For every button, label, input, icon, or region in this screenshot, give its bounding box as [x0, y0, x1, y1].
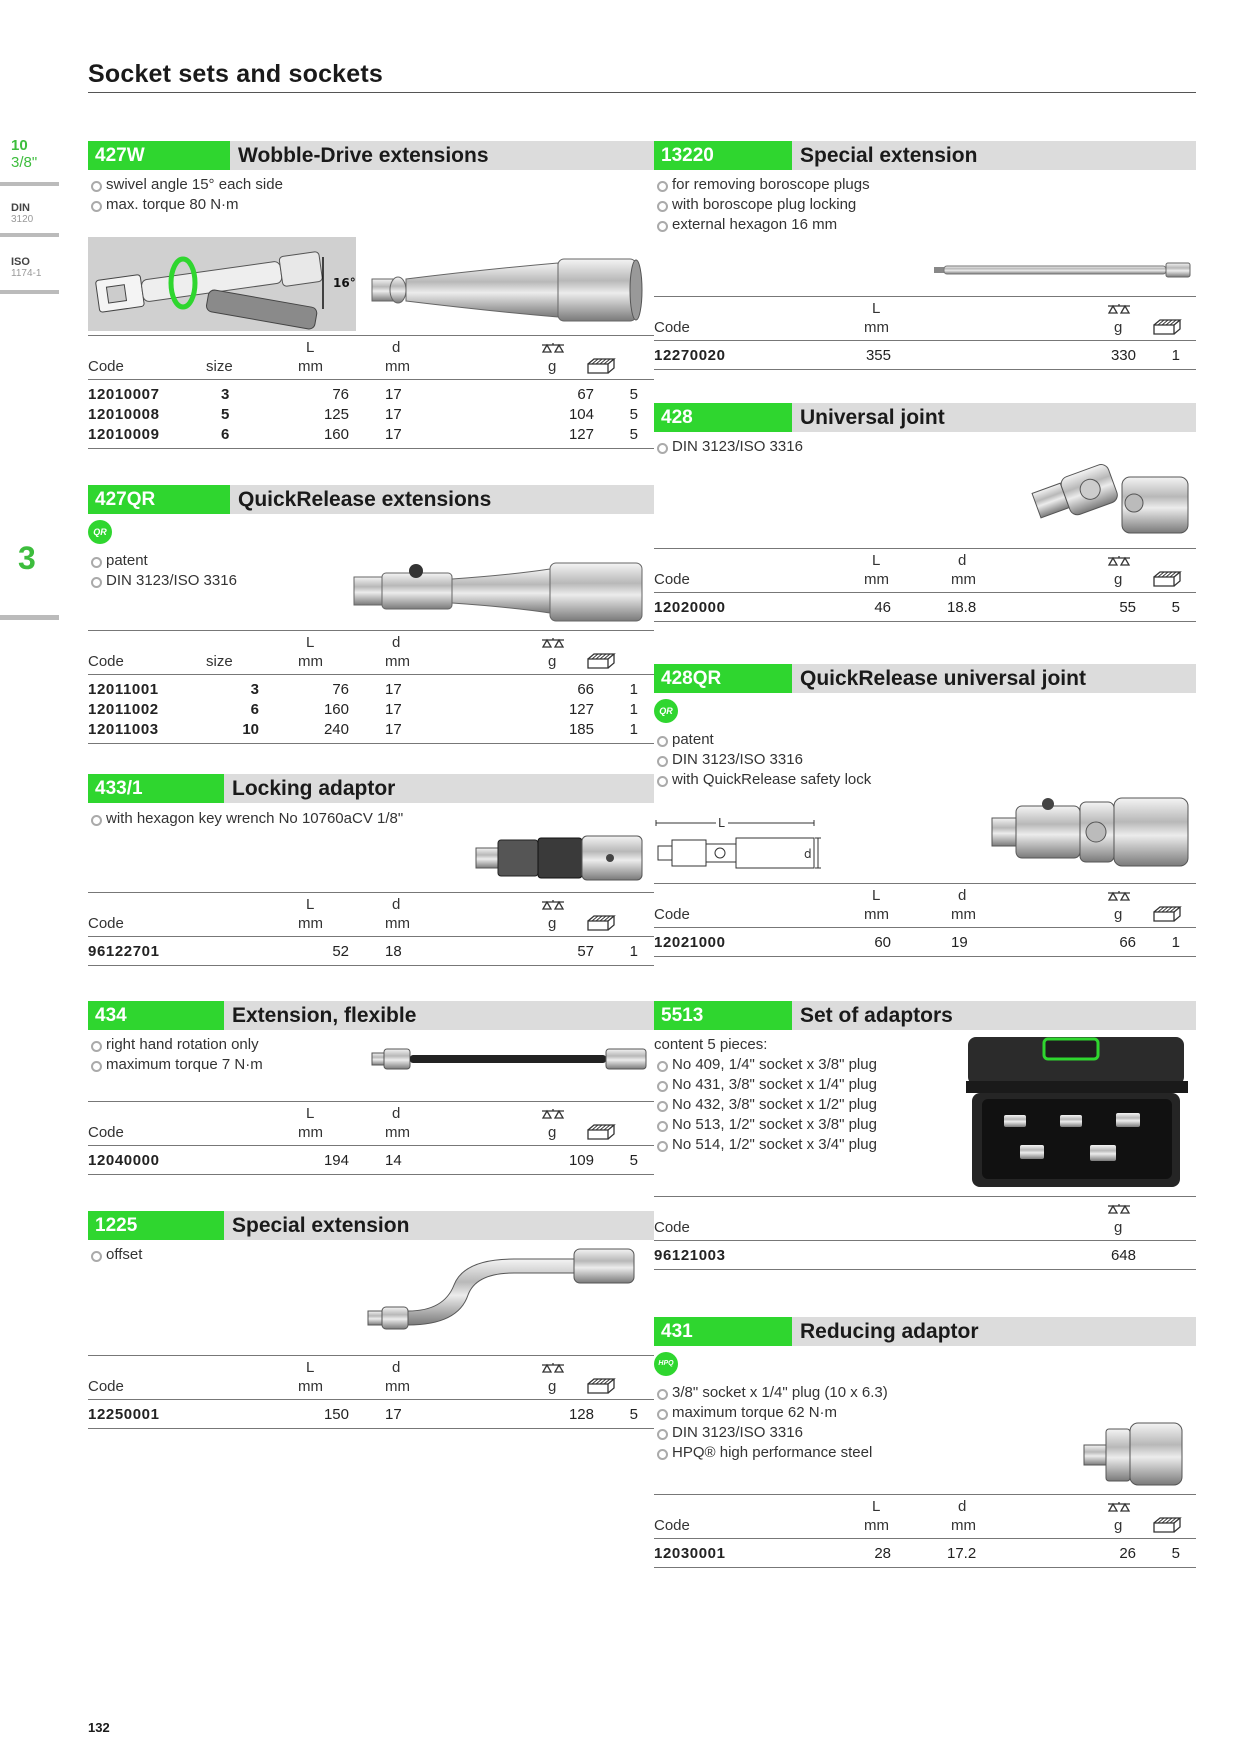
- diagram-L-label: L: [718, 816, 725, 830]
- feature-item: patent: [88, 551, 654, 571]
- table-header: [88, 892, 654, 936]
- cell-pack: 5: [629, 406, 638, 423]
- section-431: [654, 1317, 1196, 1597]
- cell-d: 17: [385, 681, 402, 698]
- col-g-unit: g: [548, 1378, 557, 1395]
- table-bottom-rule: [654, 1269, 1196, 1270]
- cell-pack: 1: [1171, 934, 1180, 951]
- col-code: Code: [654, 1219, 690, 1236]
- side-divider: [0, 290, 59, 294]
- section-433-1: [88, 774, 654, 974]
- table-row: [654, 346, 1196, 366]
- cell-g: 109: [568, 1152, 594, 1169]
- cell-pack: 5: [629, 426, 638, 443]
- feature-item: maximum torque 62 N·m: [654, 1403, 1196, 1423]
- col-code: Code: [88, 915, 124, 932]
- cell-g: 127: [568, 426, 594, 443]
- qr-badge: QR: [654, 699, 678, 723]
- col-L: L: [872, 552, 881, 569]
- feature-item: external hexagon 16 mm: [654, 215, 1196, 235]
- side-size-sub: 3/8": [11, 154, 38, 171]
- table-row: [654, 598, 1196, 618]
- feature-item: maximum torque 7 N·m: [88, 1055, 654, 1075]
- product-table: [654, 1196, 1196, 1270]
- feature-item: with QuickRelease safety lock: [654, 770, 1196, 790]
- feature-item: swivel angle 15° each side: [88, 175, 654, 195]
- col-code: Code: [654, 906, 690, 923]
- product-table: [654, 296, 1196, 370]
- col-L-unit: mm: [864, 906, 889, 923]
- chapter-number: 3: [18, 540, 36, 576]
- table-row: [88, 680, 654, 700]
- feature-list: [88, 175, 654, 215]
- section-title: Locking adaptor: [232, 777, 396, 800]
- cell-size: 6: [221, 426, 230, 443]
- hpq-badge: HPQ: [654, 1352, 678, 1376]
- product-table: [654, 883, 1196, 957]
- feature-item: DIN 3123/ISO 3316: [654, 437, 1196, 457]
- feature-item: max. torque 80 N·m: [88, 195, 654, 215]
- cell-pack: 5: [629, 1152, 638, 1169]
- cell-L: 160: [323, 426, 349, 443]
- col-size: size: [206, 358, 233, 375]
- package-icon: [586, 915, 616, 931]
- cell-code: 12250001: [88, 1406, 160, 1423]
- cell-L: 160: [323, 701, 349, 718]
- table-header: [88, 1101, 654, 1145]
- quickrelease-extension-image: [350, 551, 652, 625]
- product-table: [654, 1494, 1196, 1568]
- cell-L: 194: [323, 1152, 349, 1169]
- feature-item: No 514, 1/2" socket x 3/4" plug: [654, 1135, 1196, 1155]
- cell-d: 18: [385, 943, 402, 960]
- section-header: [88, 141, 654, 170]
- col-L: L: [306, 634, 315, 651]
- cell-d: 17: [385, 1406, 402, 1423]
- scale-icon: [540, 899, 566, 913]
- col-L: L: [872, 887, 881, 904]
- col-L-unit: mm: [298, 358, 323, 375]
- cell-size: 3: [250, 681, 259, 698]
- col-code: Code: [88, 653, 124, 670]
- col-L-unit: mm: [298, 653, 323, 670]
- section-code: 431: [654, 1317, 792, 1346]
- col-g-unit: g: [1114, 1219, 1123, 1236]
- col-L: L: [872, 300, 881, 317]
- qr-badge: QR: [88, 520, 112, 544]
- cell-g: 104: [568, 406, 594, 423]
- col-L-unit: mm: [864, 319, 889, 336]
- title-rule: [88, 92, 1196, 93]
- scale-icon: [1106, 1501, 1132, 1515]
- adaptor-set-case-image: [964, 1035, 1194, 1191]
- cell-pack: 5: [629, 1406, 638, 1423]
- cell-code: 96122701: [88, 943, 160, 960]
- feature-item: with boroscope plug locking: [654, 195, 1196, 215]
- feature-item: DIN 3123/ISO 3316: [88, 571, 654, 591]
- section-code: 433/1: [88, 774, 224, 803]
- table-bottom-rule: [654, 956, 1196, 957]
- section-code: 427W: [88, 141, 230, 170]
- cell-size: 5: [221, 406, 230, 423]
- section-header: [654, 141, 1196, 170]
- universal-joint-diagram-image: [654, 812, 824, 872]
- section-428qr: [654, 664, 1196, 984]
- side-din-label: DIN: [11, 202, 30, 214]
- cell-L: 28: [874, 1545, 891, 1562]
- table-row: [88, 1405, 654, 1425]
- col-L-unit: mm: [864, 1517, 889, 1534]
- package-icon: [586, 1124, 616, 1140]
- section-code: 427QR: [88, 485, 230, 514]
- section-header: [654, 664, 1196, 693]
- table-header: [654, 1196, 1196, 1240]
- feature-item: right hand rotation only: [88, 1035, 654, 1055]
- cell-pack: 1: [629, 721, 638, 738]
- col-d-unit: mm: [385, 1124, 410, 1141]
- product-table: [88, 1355, 654, 1429]
- section-427qr: [88, 485, 654, 755]
- cell-size: 3: [221, 386, 230, 403]
- boroscope-extension-image: [932, 261, 1194, 279]
- section-header: [88, 485, 654, 514]
- cell-d: 17: [385, 386, 402, 403]
- package-icon: [1152, 1517, 1182, 1533]
- col-g-unit: g: [548, 653, 557, 670]
- wobble-extension-image: [368, 239, 658, 327]
- table-header: [88, 1355, 654, 1399]
- cell-code: 12010007: [88, 386, 160, 403]
- col-d: d: [392, 1105, 401, 1122]
- cell-code: 12011003: [88, 721, 159, 738]
- section-428: [654, 403, 1196, 643]
- feature-item: DIN 3123/ISO 3316: [654, 750, 1196, 770]
- cell-d: 17.2: [947, 1545, 977, 1562]
- cell-g: 66: [577, 681, 594, 698]
- section-title: Set of adaptors: [800, 1004, 953, 1027]
- page-title: Socket sets and sockets: [88, 60, 384, 88]
- col-d: d: [392, 896, 401, 913]
- cell-size: 10: [242, 721, 259, 738]
- side-tab-iso: [11, 256, 59, 280]
- feature-list: [654, 175, 1196, 235]
- product-table: [88, 335, 654, 449]
- cell-L: 76: [332, 681, 349, 698]
- section-code: 434: [88, 1001, 224, 1030]
- section-code: 428: [654, 403, 792, 432]
- cell-d: 19: [951, 934, 968, 951]
- cell-g: 67: [577, 386, 594, 403]
- cell-size: 6: [250, 701, 259, 718]
- col-d-unit: mm: [385, 653, 410, 670]
- cell-L: 150: [323, 1406, 349, 1423]
- cell-L: 52: [332, 943, 349, 960]
- section-code: 5513: [654, 1001, 792, 1030]
- col-d: d: [392, 634, 401, 651]
- col-d-unit: mm: [951, 571, 976, 588]
- feature-list: [654, 730, 1196, 790]
- side-tab-din: [11, 202, 59, 226]
- cell-L: 76: [332, 386, 349, 403]
- content-intro: content 5 pieces:: [654, 1036, 768, 1053]
- wobble-diagram-image: [88, 237, 356, 331]
- section-title: QuickRelease extensions: [238, 488, 492, 511]
- cell-g: 55: [1119, 599, 1136, 616]
- table-header: [654, 548, 1196, 592]
- table-header: [88, 335, 654, 379]
- cell-L: 240: [323, 721, 349, 738]
- section-header: [88, 1211, 654, 1240]
- cell-L: 46: [874, 599, 891, 616]
- cell-pack: 1: [629, 701, 638, 718]
- cell-pack: 1: [629, 681, 638, 698]
- scale-icon: [1106, 890, 1132, 904]
- product-table: [88, 1101, 654, 1175]
- table-header: [654, 1494, 1196, 1538]
- col-d: d: [958, 1498, 967, 1515]
- table-row: [88, 1151, 654, 1171]
- flexible-extension-image: [370, 1043, 652, 1075]
- section-header: [654, 1001, 1196, 1030]
- cell-g: 648: [1110, 1247, 1136, 1264]
- cell-pack: 1: [629, 943, 638, 960]
- col-L-unit: mm: [298, 1124, 323, 1141]
- universal-joint-image: [1030, 447, 1194, 545]
- table-row: [88, 385, 654, 405]
- col-code: Code: [88, 1378, 124, 1395]
- product-table: [88, 630, 654, 744]
- col-L: L: [306, 1359, 315, 1376]
- section-header: [654, 1317, 1196, 1346]
- section-title: Wobble-Drive extensions: [238, 144, 489, 167]
- col-code: Code: [654, 319, 690, 336]
- col-code: Code: [654, 1517, 690, 1534]
- scale-icon: [1106, 303, 1132, 317]
- table-row: [88, 720, 654, 740]
- cell-L: 60: [874, 934, 891, 951]
- product-table: [654, 548, 1196, 622]
- cell-L: 355: [865, 347, 891, 364]
- cell-g: 330: [1110, 347, 1136, 364]
- cell-g: 66: [1119, 934, 1136, 951]
- cell-pack: 5: [629, 386, 638, 403]
- cell-d: 17: [385, 701, 402, 718]
- cell-d: 17: [385, 406, 402, 423]
- cell-code: 12011002: [88, 701, 159, 718]
- package-icon: [586, 653, 616, 669]
- table-header: [88, 630, 654, 674]
- feature-item: DIN 3123/ISO 3316: [654, 1423, 1196, 1443]
- cell-g: 128: [568, 1406, 594, 1423]
- col-d: d: [958, 887, 967, 904]
- col-d: d: [392, 339, 401, 356]
- col-code: Code: [654, 571, 690, 588]
- col-d-unit: mm: [951, 906, 976, 923]
- col-g-unit: g: [1114, 906, 1123, 923]
- angle-label: 16°: [333, 276, 356, 290]
- package-icon: [1152, 571, 1182, 587]
- table-row: [88, 700, 654, 720]
- side-iso-label: ISO: [11, 256, 30, 268]
- side-din-value: 3120: [11, 214, 34, 225]
- diagram-d-label: d: [804, 847, 812, 861]
- col-g-unit: g: [1114, 571, 1123, 588]
- cell-code: 12020000: [654, 599, 726, 616]
- col-d-unit: mm: [385, 915, 410, 932]
- section-title: Special extension: [800, 144, 978, 167]
- cell-g: 127: [568, 701, 594, 718]
- side-size-main: 10: [11, 137, 28, 154]
- scale-icon: [1106, 555, 1132, 569]
- col-g-unit: g: [1114, 1517, 1123, 1534]
- col-code: Code: [88, 358, 124, 375]
- cell-d: 17: [385, 426, 402, 443]
- feature-item: 3/8" socket x 1/4" plug (10 x 6.3): [654, 1383, 1196, 1403]
- col-d-unit: mm: [385, 358, 410, 375]
- table-bottom-rule: [88, 965, 654, 966]
- section-title: Special extension: [232, 1214, 410, 1237]
- locking-adaptor-image: [470, 830, 650, 886]
- offset-extension-image: [364, 1245, 654, 1345]
- reducing-adaptor-image: [1078, 1419, 1188, 1489]
- col-code: Code: [88, 1124, 124, 1141]
- feature-item: No 431, 3/8" socket x 1/4" plug: [654, 1075, 1196, 1095]
- table-row: [654, 1246, 1196, 1266]
- section-code: 428QR: [654, 664, 792, 693]
- side-tab-size: [11, 138, 59, 171]
- feature-item: No 513, 1/2" socket x 3/8" plug: [654, 1115, 1196, 1135]
- section-427w: [88, 141, 654, 457]
- page-number: 132: [88, 1720, 110, 1735]
- scale-icon: [540, 1108, 566, 1122]
- cell-code: 12011001: [88, 681, 159, 698]
- section-header: [654, 403, 1196, 432]
- table-row: [654, 1544, 1196, 1564]
- cell-pack: 5: [1171, 599, 1180, 616]
- section-header: [88, 774, 654, 803]
- feature-item: patent: [654, 730, 1196, 750]
- table-header: [654, 296, 1196, 340]
- table-row: [88, 425, 654, 445]
- cell-code: 12030001: [654, 1545, 726, 1562]
- col-d-unit: mm: [951, 1517, 976, 1534]
- cell-code: 12021000: [654, 934, 726, 951]
- section-header: [88, 1001, 654, 1030]
- feature-item: No 409, 1/4" socket x 3/8" plug: [654, 1055, 1196, 1075]
- scale-icon: [540, 342, 566, 356]
- cell-d: 18.8: [947, 599, 977, 616]
- cell-d: 17: [385, 721, 402, 738]
- col-g-unit: g: [548, 1124, 557, 1141]
- section-13220: [654, 141, 1196, 381]
- scale-icon: [1106, 1203, 1132, 1217]
- scale-icon: [540, 637, 566, 651]
- col-d-unit: mm: [385, 1378, 410, 1395]
- col-L: L: [306, 896, 315, 913]
- col-d: d: [958, 552, 967, 569]
- col-g-unit: g: [548, 358, 557, 375]
- table-bottom-rule: [88, 1428, 654, 1429]
- table-bottom-rule: [88, 1174, 654, 1175]
- section-title: QuickRelease universal joint: [800, 667, 1086, 690]
- cell-g: 185: [568, 721, 594, 738]
- side-divider: [0, 233, 59, 237]
- table-row: [88, 405, 654, 425]
- cell-pack: 1: [1171, 347, 1180, 364]
- section-code: 1225: [88, 1211, 224, 1240]
- side-iso-value: 1174-1: [11, 268, 42, 279]
- package-icon: [1152, 906, 1182, 922]
- cell-code: 12040000: [88, 1152, 160, 1169]
- side-divider: [0, 615, 59, 620]
- section-1225: [88, 1211, 654, 1431]
- section-5513: [654, 1001, 1196, 1291]
- feature-item: HPQ® high performance steel: [654, 1443, 1196, 1463]
- quickrelease-joint-image: [988, 792, 1194, 872]
- cell-pack: 5: [1171, 1545, 1180, 1562]
- table-bottom-rule: [88, 743, 654, 744]
- cell-code: 12010009: [88, 426, 160, 443]
- table-header: [654, 883, 1196, 927]
- package-icon: [1152, 319, 1182, 335]
- table-bottom-rule: [654, 621, 1196, 622]
- col-L-unit: mm: [298, 915, 323, 932]
- feature-list: [88, 809, 654, 829]
- col-L-unit: mm: [864, 571, 889, 588]
- section-title: Extension, flexible: [232, 1004, 417, 1027]
- section-title: Reducing adaptor: [800, 1320, 979, 1343]
- table-bottom-rule: [654, 1567, 1196, 1568]
- col-L: L: [306, 1105, 315, 1122]
- section-code: 13220: [654, 141, 792, 170]
- cell-code: 12270020: [654, 347, 726, 364]
- cell-code: 12010008: [88, 406, 160, 423]
- feature-item: for removing boroscope plugs: [654, 175, 1196, 195]
- table-row: [654, 933, 1196, 953]
- cell-g: 26: [1119, 1545, 1136, 1562]
- table-bottom-rule: [654, 369, 1196, 370]
- cell-g: 57: [577, 943, 594, 960]
- feature-item: with hexagon key wrench No 10760aCV 1/8": [88, 809, 654, 829]
- side-divider: [0, 182, 59, 186]
- col-g-unit: g: [1114, 319, 1123, 336]
- product-table: [88, 892, 654, 966]
- feature-item: No 432, 3/8" socket x 1/2" plug: [654, 1095, 1196, 1115]
- col-L: L: [306, 339, 315, 356]
- cell-L: 125: [323, 406, 349, 423]
- scale-icon: [540, 1362, 566, 1376]
- col-size: size: [206, 653, 233, 670]
- table-row: [88, 942, 654, 962]
- col-L-unit: mm: [298, 1378, 323, 1395]
- col-L: L: [872, 1498, 881, 1515]
- cell-d: 14: [385, 1152, 402, 1169]
- cell-code: 96121003: [654, 1247, 726, 1264]
- package-icon: [586, 358, 616, 374]
- package-icon: [586, 1378, 616, 1394]
- section-434: [88, 1001, 654, 1191]
- col-d: d: [392, 1359, 401, 1376]
- table-bottom-rule: [88, 448, 654, 449]
- col-g-unit: g: [548, 915, 557, 932]
- feature-item: offset: [88, 1245, 654, 1265]
- section-title: Universal joint: [800, 406, 945, 429]
